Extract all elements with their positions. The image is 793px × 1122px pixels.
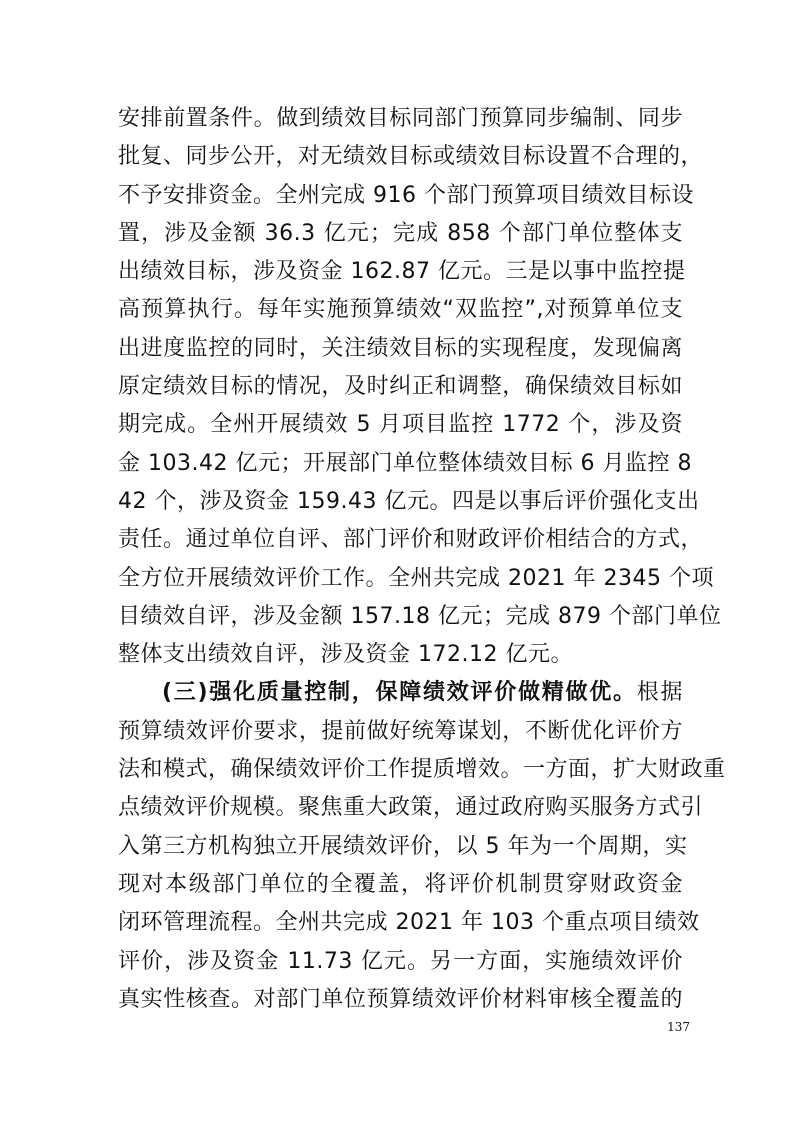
text-line: 点绩效评价规模。聚焦重大政策，通过政府购买服务方式引 (118, 795, 704, 821)
text-line: 预算绩效评价要求，提前做好统筹谋划，不断优化评价方 (118, 718, 683, 744)
text-line: 全方位开展绩效评价工作。全州共完成 2021 年 2345 个项 (118, 565, 714, 591)
heading-line-rest: 根据 (636, 680, 683, 706)
text-line: 42 个，涉及资金 159.43 亿元。四是以事后评价强化支出 (118, 488, 700, 514)
body-text (118, 100, 726, 1019)
text-line: 现对本级部门单位的全覆盖，将评价机制贯穿财政资金 (118, 871, 683, 897)
page-number: 137 (667, 1020, 690, 1034)
text-line: 出绩效目标，涉及资金 162.87 亿元。三是以事中监控提 (118, 259, 686, 285)
text-line: 闭环管理流程。全州共完成 2021 年 103 个重点项目绩效 (118, 910, 700, 936)
text-line: 入第三方机构独立开展绩效评价，以 5 年为一个周期，实 (118, 833, 688, 859)
section-heading-line (118, 674, 683, 712)
text-line: 不予安排资金。全州完成 916 个部门预算项目绩效目标设 (118, 182, 694, 208)
text-line: 整体支出绩效自评，涉及资金 172.12 亿元。 (118, 642, 573, 668)
text-line: 目绩效自评，涉及金额 157.18 亿元；完成 879 个部门单位 (118, 603, 722, 629)
text-line: 出进度监控的同时，关注绩效目标的实现程度，发现偏离 (118, 335, 683, 361)
text-line: 高预算执行。每年实施预算绩效“双监控”,对预算单位支 (118, 297, 683, 323)
text-line: 原定绩效目标的情况，及时纠正和调整，确保绩效目标如 (118, 374, 683, 400)
text-line: 期完成。全州开展绩效 5 月项目监控 1772 个，涉及资 (118, 412, 683, 438)
text-line: 责任。通过单位自评、部门评价和财政评价相结合的方式， (118, 527, 704, 553)
text-line: 真实性核查。对部门单位预算绩效评价材料审核全覆盖的 (118, 986, 683, 1012)
text-line: 置，涉及金额 36.3 亿元；完成 858 个部门单位整体支 (118, 220, 683, 246)
section-heading: (三)强化质量控制，保障绩效评价做精做优。 (162, 680, 637, 706)
text-line: 批复、同步公开，对无绩效目标或绩效目标设置不合理的， (118, 144, 704, 170)
text-line: 法和模式，确保绩效评价工作提质增效。一方面，扩大财政重 (118, 757, 726, 783)
text-line: 评价，涉及资金 11.73 亿元。另一方面，实施绩效评价 (118, 948, 683, 974)
text-line: 金 103.42 亿元；开展部门单位整体绩效目标 6 月监控 8 (118, 450, 692, 476)
text-line: 安排前置条件。做到绩效目标同部门预算同步编制、同步 (118, 106, 683, 131)
